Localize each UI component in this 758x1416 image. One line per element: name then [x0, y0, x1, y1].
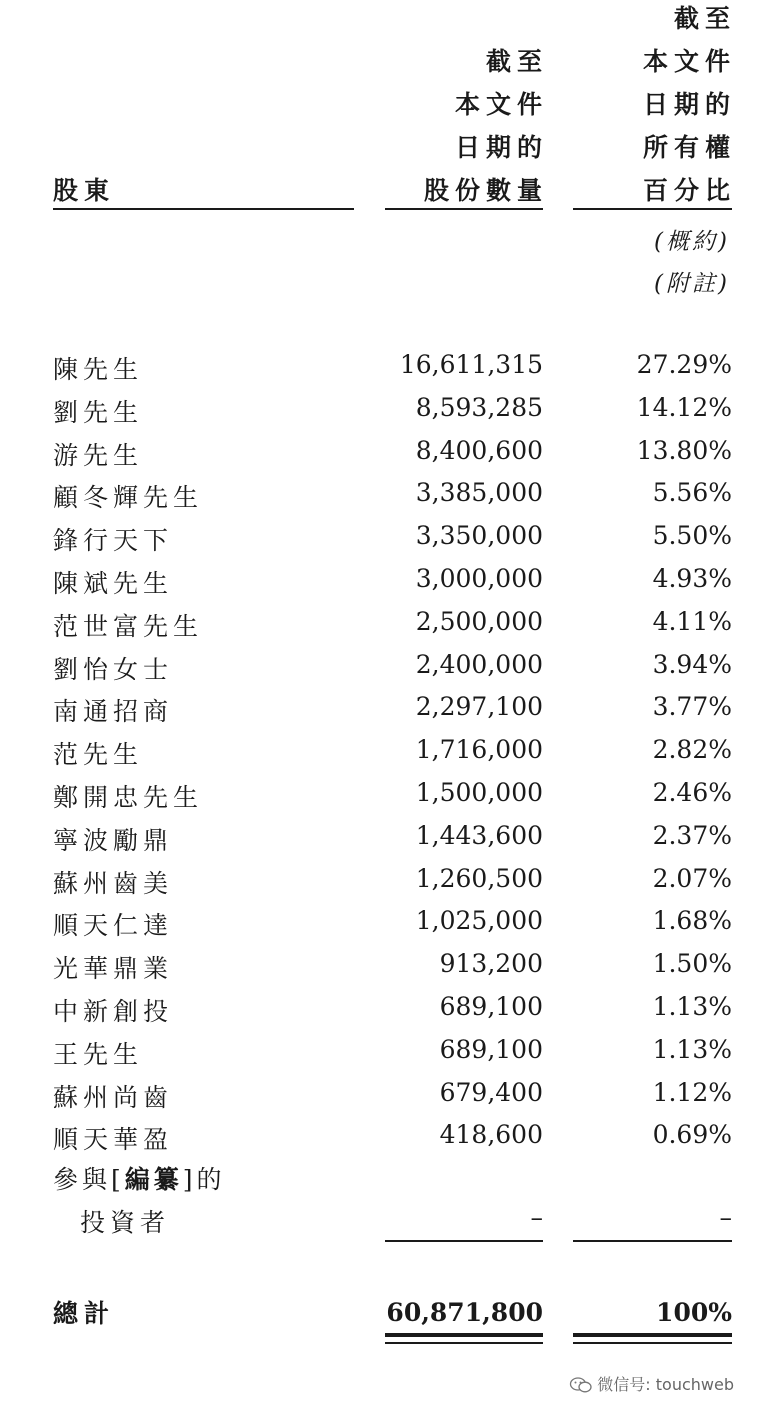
- share-count: 689,100: [439, 1034, 543, 1064]
- ownership-pct: 5.50%: [652, 521, 732, 551]
- table-row: [0, 906, 758, 946]
- shares-header: [424, 48, 548, 220]
- share-count: 8,593,285: [415, 392, 543, 422]
- share-count: 16,611,315: [399, 350, 543, 379]
- ownership-pct: 0.69%: [652, 1120, 732, 1150]
- share-count: 3,350,000: [415, 521, 543, 551]
- investors-label-line1: [53, 1160, 226, 1196]
- pct-header: [643, 5, 736, 220]
- investors-label-pre: 參與[: [53, 1165, 125, 1194]
- table-row: [0, 1035, 758, 1075]
- ownership-pct: 2.82%: [652, 735, 732, 765]
- table-row: [0, 864, 758, 904]
- note-approx: (概約): [654, 229, 730, 255]
- table-row: [0, 778, 758, 818]
- investors-shares: –: [530, 1203, 543, 1232]
- pct-header-line: 日期的: [642, 90, 736, 119]
- investors-pct: –: [719, 1203, 732, 1232]
- share-count: 1,716,000: [415, 735, 543, 765]
- table-row: [0, 735, 758, 775]
- shares-header-line: 本文件: [454, 90, 548, 119]
- ownership-pct: 4.11%: [652, 606, 732, 636]
- total-shares: 60,871,800: [386, 1298, 543, 1327]
- share-count: 689,100: [439, 992, 543, 1021]
- subtotal-rule-pct: [573, 1240, 732, 1242]
- total-rule-shares-thin: [385, 1342, 543, 1344]
- investors-label-post: ]的: [182, 1165, 226, 1194]
- total-rule-pct-thick: [573, 1333, 732, 1337]
- ownership-pct: 1.13%: [652, 1034, 732, 1064]
- table-row: [0, 436, 758, 476]
- investors-label-bold: 編纂: [124, 1165, 183, 1194]
- shareholder-name: 陳斌先生: [53, 569, 174, 598]
- shareholder-name: 范先生: [53, 740, 144, 770]
- shareholder-name: 劉怡女士: [53, 654, 174, 684]
- ownership-pct: 4.93%: [652, 564, 732, 593]
- ownership-pct: 2.07%: [652, 863, 732, 893]
- shareholder-name: 范世富先生: [53, 611, 204, 641]
- shares-header-line: 股份數量: [423, 176, 548, 205]
- shareholder-header: 股東: [53, 176, 116, 205]
- subtotal-rule-shares: [385, 1240, 543, 1242]
- shareholder-name: 南通招商: [53, 697, 174, 727]
- total-pct: 100%: [656, 1298, 732, 1327]
- header-rule-shares: [385, 208, 543, 210]
- ownership-pct: 1.68%: [652, 906, 732, 936]
- table-row: [0, 393, 758, 433]
- table-row: [0, 564, 758, 604]
- ownership-pct: 1.13%: [652, 992, 732, 1021]
- wechat-icon: [569, 1377, 593, 1393]
- total-rule-pct-thin: [573, 1342, 732, 1344]
- header-rule-name: [53, 208, 354, 210]
- shareholder-name: 顧冬輝先生: [53, 483, 204, 513]
- shareholder-name: 陳先生: [53, 355, 144, 384]
- shareholder-name: 鄭開忠先生: [53, 783, 204, 812]
- table-row: [0, 521, 758, 561]
- pct-header-line: 截至: [673, 4, 736, 33]
- table-row: [0, 607, 758, 647]
- shareholder-name: 蘇州齒美: [53, 868, 174, 898]
- table-row: [0, 1120, 758, 1160]
- share-count: 8,400,600: [415, 435, 543, 465]
- table-row: [0, 1078, 758, 1118]
- table-row: [0, 350, 758, 390]
- share-count: 1,443,600: [415, 820, 543, 850]
- share-count: 1,260,500: [415, 863, 543, 893]
- note-remark: (附註): [654, 271, 730, 297]
- ownership-pct: 5.56%: [652, 478, 732, 508]
- pct-header-line: 百分比: [642, 176, 736, 205]
- share-count: 1,500,000: [415, 778, 543, 807]
- share-count: 2,500,000: [415, 606, 543, 636]
- share-count: 679,400: [439, 1077, 543, 1107]
- shareholder-name: 順天華盈: [53, 1125, 174, 1155]
- table-row: [0, 650, 758, 690]
- shares-header-line: 日期的: [454, 133, 548, 162]
- ownership-pct: 27.29%: [636, 350, 732, 379]
- shareholder-name: 鋒行天下: [53, 526, 174, 556]
- total-rule-shares-thick: [385, 1333, 543, 1337]
- ownership-pct: 1.12%: [652, 1077, 732, 1107]
- shareholder-name: 蘇州尚齒: [53, 1082, 174, 1112]
- share-count: 1,025,000: [415, 906, 543, 936]
- shareholder-name: 光華鼎業: [53, 954, 174, 984]
- shareholder-name: 王先生: [53, 1039, 144, 1069]
- shareholder-name: 游先生: [53, 440, 144, 470]
- ownership-pct: 1.50%: [652, 949, 732, 979]
- share-count: 418,600: [439, 1120, 543, 1150]
- share-count: 2,400,000: [415, 649, 543, 679]
- ownership-pct: 2.37%: [652, 820, 732, 850]
- watermark-text: 微信号: touchweb: [597, 1375, 734, 1394]
- shareholder-name: 劉先生: [53, 397, 144, 427]
- shareholder-name: 中新創投: [53, 997, 174, 1026]
- table-row: [0, 478, 758, 518]
- watermark: [569, 1372, 734, 1395]
- ownership-pct: 2.46%: [652, 778, 732, 807]
- investors-label-line2: 投資者: [80, 1208, 171, 1237]
- share-count: 2,297,100: [415, 692, 543, 722]
- shareholder-name: 順天仁達: [53, 911, 174, 941]
- share-count: 913,200: [439, 949, 543, 979]
- table-row: [0, 821, 758, 861]
- pct-header-line: 所有權: [642, 133, 736, 162]
- shareholder-name: 寧波勵鼎: [53, 825, 174, 855]
- pct-header-line: 本文件: [642, 47, 736, 76]
- share-count: 3,385,000: [415, 478, 543, 508]
- ownership-pct: 13.80%: [636, 435, 732, 465]
- share-count: 3,000,000: [415, 564, 543, 593]
- table-row: [0, 949, 758, 989]
- header-rule-pct: [573, 208, 732, 210]
- table-row: [0, 692, 758, 732]
- shares-header-line: 截至: [485, 47, 548, 76]
- ownership-pct: 3.77%: [652, 692, 732, 722]
- table-row: [0, 992, 758, 1032]
- total-label: 總計: [53, 1299, 116, 1328]
- ownership-pct: 14.12%: [636, 392, 732, 422]
- ownership-pct: 3.94%: [652, 649, 732, 679]
